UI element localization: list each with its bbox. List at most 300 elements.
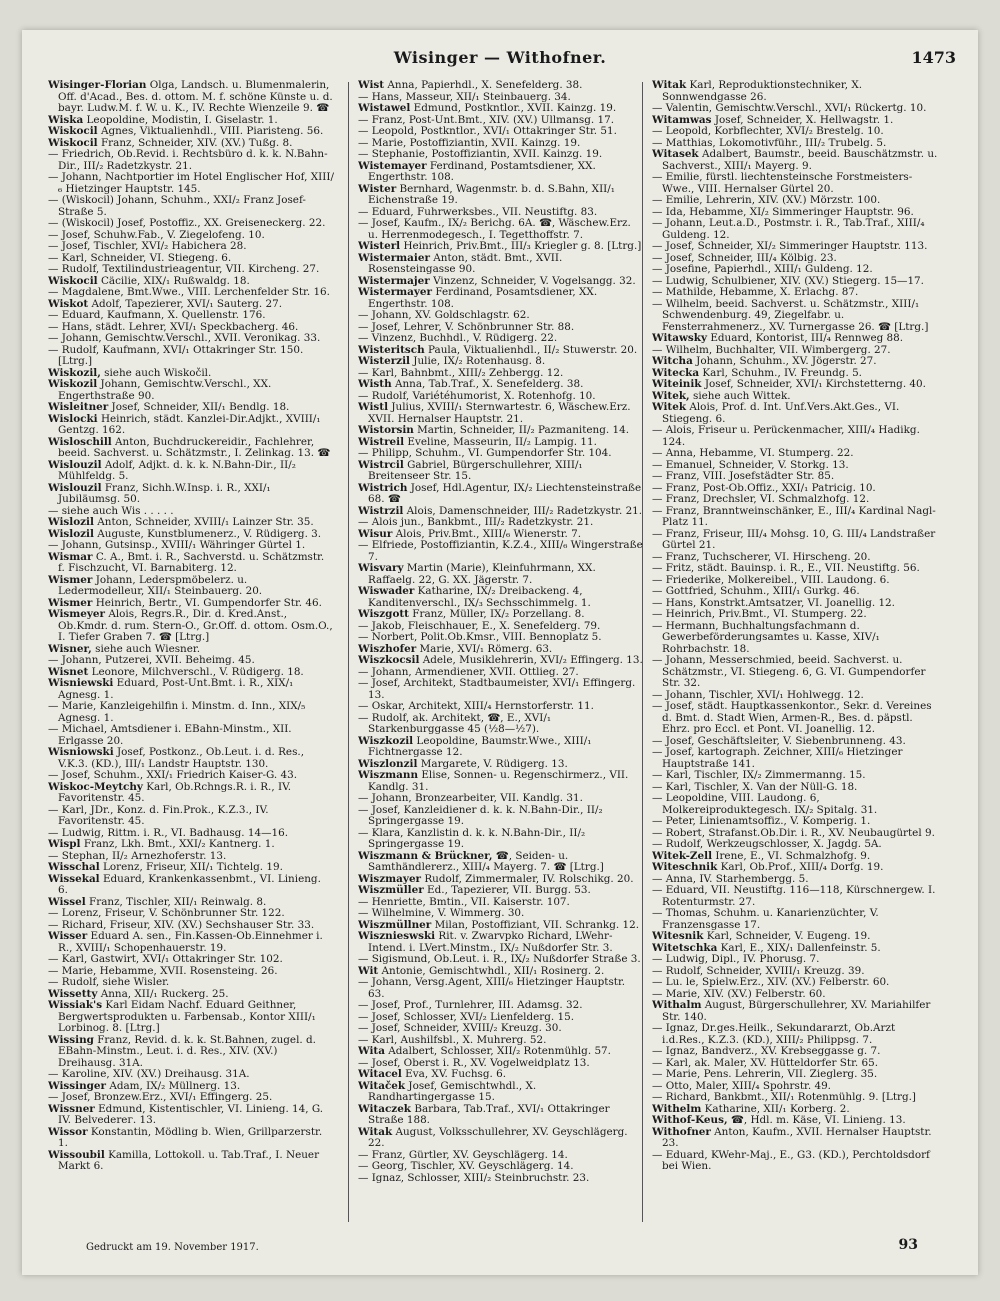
directory-entry xyxy=(48,1127,334,1150)
directory-entry xyxy=(48,172,334,195)
entry-surname: Withofner xyxy=(652,1125,711,1138)
directory-entry xyxy=(48,747,334,770)
entry-details: — Karl, Aushilfsbl., X. Muhrerg. 52. xyxy=(358,1033,547,1046)
entry-details: Milan, Postoffiziant, VII. Schrankg. 12. xyxy=(434,918,640,931)
entry-details: — Magdalene, Bmt.Wwe., VIII. Lerchenfelder Str. 16. xyxy=(48,286,330,298)
entry-details: — Lu. le, Spielw.Erz., XIV. (XV.) Felberstr. 60. xyxy=(652,976,890,988)
entry-details: Eduard A. sen., Fin.Kassen-Ob.Einnehmer i. R., XVIII/₁ Schopenhauerstr. 19. xyxy=(58,930,323,954)
entry-details: — Johann, Nachtportier im Hotel Englischer Hof, XIII/₆ Hietzinger Hauptstr. 145. xyxy=(48,171,334,195)
entry-details: — Rudolf, Schneider, XVIII/₁ Kreuzg. 39. xyxy=(652,964,865,977)
entry-details: — Josef, städt. Hauptkassenkontor., Sekr. d. Vereines d. Bmt. d. Stadt Wien, Armen-R., Bes. d. päpstl. Ehrz. pro Eccl. et Pont. VI. Joanellig. 12. xyxy=(652,700,932,735)
entry-surname: Wislozil xyxy=(48,527,94,540)
entry-details: — Philipp, Schuhm., VI. Gumpendorfer Str. 104. xyxy=(358,447,612,459)
entry-details: — Johann, Tischler, XVI/₁ Hohlwegg. 12. xyxy=(652,688,864,701)
entry-details: — Karl, Tischler, IX/₂ Zimmermanng. 15. xyxy=(652,769,866,781)
entry-details: Josef, Schneider, XVI/₁ Kirchstetterng. 40. xyxy=(704,378,926,390)
entry-details: Eduard, Post-Unt.Bmt. i. R., XIX/₁ Agnesg. 1. xyxy=(58,677,294,701)
directory-entry xyxy=(48,874,334,897)
entry-surname: Wiszmayer xyxy=(358,872,422,885)
entry-details: — Franz, Post-Ob.Offiz., XXI/₁ Patricig. 10. xyxy=(652,481,876,494)
entry-details: — Mathilde, Hebamme, X. Erlachg. 87. xyxy=(652,286,859,298)
entry-details: — Marie, XIV. (XV.) Felberstr. 60. xyxy=(652,987,826,1000)
entry-details: Agnes, Viktualienhdl., VIII. Piaristeng. 56. xyxy=(100,125,324,137)
entry-details: — Richard, Friseur, XIV. (XV.) Sechshauser Str. 33. xyxy=(48,918,315,931)
entry-details: Adam, IX/₂ Müllnerg. 13. xyxy=(109,1079,241,1092)
entry-details: Julius, XVIII/₁ Sternwartestr. 6, Wäschew.Erz. XVII. Hernalser Hauptstr. 21. xyxy=(368,401,631,425)
entry-details: — Elfriede, Postoffiziantin, K.Z.4., XIII/₆ Wingerstraße 7. xyxy=(358,539,643,563)
entry-surname: Witasek xyxy=(652,148,699,160)
entry-details: — Otto, Maler, XIII/₄ Spohrstr. 49. xyxy=(652,1079,831,1092)
entry-surname: Wistawel xyxy=(358,102,411,114)
entry-surname: Wisteritsch xyxy=(358,343,425,356)
entry-surname: Wiskozil, xyxy=(48,366,101,379)
entry-surname: Wistermaier xyxy=(358,251,430,264)
entry-surname: Wistemayer xyxy=(358,159,427,172)
directory-column-1 xyxy=(48,80,334,1215)
entry-details: Josef, Gemischtwhdl., X. Randhartingergasse 15. xyxy=(368,1079,537,1103)
entry-surname: Wissetty xyxy=(48,987,98,1000)
directory-entry xyxy=(652,402,938,425)
entry-details: siehe auch Wiesner. xyxy=(95,642,201,655)
entry-surname: Wita xyxy=(358,1045,385,1057)
entry-details: Konstantin, Mödling b. Wien, Grillparzerstr. 1. xyxy=(58,1125,323,1149)
entry-surname: Wismar xyxy=(48,550,93,563)
entry-surname: Wiskoc-Meytchy xyxy=(48,780,143,793)
directory-entry xyxy=(652,701,938,736)
entry-details: Josef, Schneider, XII/₁ Bendlg. 18. xyxy=(111,401,290,413)
directory-entry xyxy=(652,506,938,529)
entry-details: Vinzenz, Schneider, V. Vogelsangg. 32. xyxy=(433,274,636,287)
directory-entry xyxy=(652,1150,938,1173)
entry-details: siehe auch Wiskočil. xyxy=(104,366,212,379)
entry-surname: Wisinger-Florian xyxy=(48,80,147,91)
entry-details: ☎, Seiden- u. Samthändlererz., XIII/₄ Mayerg. 7. ☎ [Ltrg.] xyxy=(368,849,604,873)
entry-details: Adolf, Tapezierer, XVI/₁ Sauterg. 27. xyxy=(91,297,283,310)
entry-details: Marie, XVI/₁ Römerg. 63. xyxy=(419,642,553,655)
directory-entry xyxy=(358,977,644,1000)
entry-surname: Wisniewski xyxy=(48,677,114,689)
entry-surname: Wiskocil xyxy=(48,274,98,287)
entry-details: August, Bürgerschullehrer, XV. Mariahilfer Str. 140. xyxy=(662,999,931,1023)
entry-details: — Karl, JDr., Konz. d. Fin.Prok., K.Z.3., IV. Favoritenstr. 45. xyxy=(48,803,269,827)
directory-entry xyxy=(358,184,644,207)
entry-details: — Rudolf, Werkzeugschlosser, X. Jagdg. 5A. xyxy=(652,838,882,850)
entry-details: — Rudolf, Variétéhumorist, X. Rotenhofg. 10. xyxy=(358,389,596,402)
entry-details: Leonore, Milchverschl., V. Rüdigerg. 18. xyxy=(91,665,304,678)
entry-surname: Wistermayer xyxy=(358,286,433,298)
entry-surname: Wispl xyxy=(48,838,81,850)
entry-surname: Wislozil xyxy=(48,516,94,528)
entry-details: — Friederike, Molkereibel., VIII. Laudong. 6. xyxy=(652,573,890,586)
entry-details: — Hermann, Buchhaltungsfachmann d. Gewerbeförderungsamtes u. Kasse, XIV/₁ Rohrbachstr. 18. xyxy=(652,619,880,655)
entry-details: Julie, IX/₂ Rotenhausg. 8. xyxy=(413,355,546,367)
entry-details: — Valentin, Gemischtw.Verschl., XVI/₁ Rückertg. 10. xyxy=(652,102,927,114)
entry-surname: Wiszmann xyxy=(358,769,419,781)
directory-entry xyxy=(358,931,644,954)
entry-details: — Lorenz, Friseur, V. Schönbrunner Str. 122. xyxy=(48,907,285,919)
entry-details: — Eduard, VII. Neustiftg. 116—118, Kürschnergew. I. Rotenturmstr. 27. xyxy=(652,884,936,908)
entry-details: — Johann, Armendiener, XVII. Ottlieg. 27. xyxy=(358,665,579,678)
entry-details: August, Volksschullehrer, XV. Geyschlägerg. 22. xyxy=(368,1125,628,1149)
entry-details: Franz, Lkh. Bmt., XXI/₂ Kantnerg. 1. xyxy=(83,838,275,850)
directory-column-2 xyxy=(358,80,644,1215)
entry-surname: Withelm xyxy=(652,1102,702,1115)
entry-surname: Wistl xyxy=(358,401,389,413)
entry-details: — Thomas, Schuhm. u. Kanarienzüchter, V. Franzensgasse 17. xyxy=(652,907,879,931)
entry-details: Johann, Lederspmöbelerz. u. Ledermodelleur, XII/₁ Steinbauerg. 20. xyxy=(58,573,263,597)
entry-details: — Anna, IV. Starhembergg. 5. xyxy=(652,872,809,885)
directory-entry xyxy=(358,483,644,506)
entry-details: — Friedrich, Ob.Revid. i. Rechtsbüro d. k. k. N.Bahn-Dir., III/₂ Radetzkystr. 21. xyxy=(48,148,328,172)
entry-surname: Wisznieswski xyxy=(358,930,436,942)
entry-details: — Josef, Prof., Turnlehrer, III. Adamsg. 32. xyxy=(358,999,583,1011)
entry-details: — Matthias, Lokomotivführ., III/₂ Trubelg. 5. xyxy=(652,136,887,149)
entry-details: Anna, Papierhdl., X. Senefelderg. 38. xyxy=(387,80,583,91)
directory-entry xyxy=(48,931,334,954)
entry-details: — Hans, städt. Lehrer, XVI/₁ Speckbacherg. 46. xyxy=(48,320,299,333)
entry-details: — Ida, Hebamme, XI/₂ Simmeringer Hauptstr. 96. xyxy=(652,205,914,218)
entry-details: — Georg, Tischler, XV. Geyschlägerg. 14. xyxy=(358,1160,574,1172)
entry-details: Adolf, Adjkt. d. k. k. N.Bahn-Dir., II/₂ Mühlfeldg. 5. xyxy=(58,458,296,482)
directory-entry xyxy=(358,1173,644,1185)
entry-details: Anna, XII/₁ Ruckerg. 25. xyxy=(100,987,229,1000)
entry-details: — Marie, Kanzleigehilfin i. Minstm. d. Inn., XIX/₅ Agnesg. 1. xyxy=(48,700,306,724)
entry-details: Karl Eidam Nachf. Eduard Geithner, Bergwertsprodukten u. Farbensab., Kontor XIII/₁ Lorbinog. 8. [Ltrg.] xyxy=(58,999,316,1034)
entry-details: — Alois jun., Bankbmt., III/₂ Radetzkystr. 21. xyxy=(358,516,594,528)
entry-surname: Wisnet xyxy=(48,665,89,678)
entry-details: Alois, Priv.Bmt., XIII/₆ Wienerstr. 7. xyxy=(395,527,582,540)
entry-details: Martin (Marie), Kleinfuhrmann, XX. Raffaelg. 22, G. XX. Jägerstr. 7. xyxy=(368,562,596,586)
directory-entry xyxy=(358,678,644,701)
directory-entry xyxy=(358,1127,644,1150)
entry-details: — (Wiskocil) Josef, Postoffiz., XX. Greiseneckerg. 22. xyxy=(48,217,326,229)
entry-details: Barbara, Tab.Traf., XVI/₁ Ottakringer Straße 188. xyxy=(368,1102,610,1126)
entry-details: — Karl, Gastwirt, XVI/₁ Ottakringer Str. 102. xyxy=(48,953,283,965)
entry-details: Rit. v. Zwarvpko Richard, LWehr-Intend. i. LVert.Minstm., IX/₂ Nußdorfer Str. 3. xyxy=(368,930,613,954)
entry-details: — Rudolf, siehe Wisler. xyxy=(48,976,170,988)
entry-surname: Wislouzil xyxy=(48,481,102,494)
directory-entry xyxy=(358,851,644,874)
entry-details: Alois, Prof. d. Int. Unf.Vers.Akt.Ges., VI. Stiegeng. 6. xyxy=(662,401,900,425)
entry-surname: Witak xyxy=(652,80,687,91)
entry-details: — Emilie, Lehrerin, XIV. (XV.) Mörzstr. 100. xyxy=(652,194,881,206)
print-date-note: Gedruckt am 19. November 1917. xyxy=(86,1242,259,1253)
directory-entry xyxy=(358,287,644,310)
entry-details: Edmund, Postkntlor., XVII. Kainzg. 19. xyxy=(413,102,617,114)
entry-surname: Wiska xyxy=(48,113,84,126)
entry-details: Anton, städt. Bmt., XVII. Rosensteingasse 90. xyxy=(368,251,563,275)
entry-details: — Ignaz, Schlosser, XIII/₂ Steinbruchstr. 23. xyxy=(358,1171,590,1184)
entry-surname: Wissner xyxy=(48,1102,95,1115)
entry-surname: Witcha xyxy=(652,355,693,367)
entry-details: C. A., Bmt. i. R., Sachverstd. u. Schätzmstr. f. Fischzucht, VI. Barnabiterg. 12. xyxy=(58,550,325,574)
entry-details: Franz, Müller, IX/₂ Porzellang. 8. xyxy=(412,608,585,620)
directory-entry xyxy=(652,80,938,103)
entry-surname: Wissing xyxy=(48,1033,94,1046)
entry-surname: Wisvary xyxy=(358,562,404,574)
entry-details: Franz, Revid. d. k. k. St.Bahnen, zugel. d. EBahn-Minstm., Leut. i. d. Res., XIV. (XV.) Dreihausg. 31A. xyxy=(58,1033,316,1069)
entry-details: — Josef, Oberst i. R., XV. Vogelweidplatz 13. xyxy=(358,1056,590,1069)
entry-details: — Ignaz, Dr.ges.Heilk., Sekundararzt, Ob.Arzt i.d.Res., K.Z.3. (KD.), XIII/₂ Philippsg. 7. xyxy=(652,1022,896,1046)
entry-surname: Wiszmann & Brückner, xyxy=(358,849,493,862)
entry-surname: Witecka xyxy=(652,366,700,379)
entry-details: Katharine, IX/₂ Dreibackeng. 4, Kanditenverschl., IX/₃ Sechsschimmelg. 1. xyxy=(368,585,591,609)
entry-details: Ed., Tapezierer, VII. Burgg. 53. xyxy=(427,884,591,896)
entry-surname: Witamwas xyxy=(652,113,712,126)
entry-surname: Wisterl xyxy=(358,240,401,252)
directory-entry xyxy=(358,805,644,828)
directory-entry xyxy=(652,1023,938,1046)
entry-details: — Peter, Linienamtsoffiz., V. Komperig. 1. xyxy=(652,815,871,827)
entry-details: Elise, Sonnen- u. Regenschirmerz., VII. Kandlg. 31. xyxy=(368,769,629,793)
directory-entry xyxy=(358,563,644,586)
entry-surname: Wiskozil xyxy=(48,378,98,390)
directory-entry xyxy=(48,345,334,368)
directory-entry xyxy=(48,552,334,575)
entry-details: — Karoline, XIV. (XV.) Dreihausg. 31A. xyxy=(48,1068,250,1080)
entry-details: Alois, Damenschneider, III/₂ Radetzkystr. 21. xyxy=(406,504,643,517)
entry-details: — Franz, VIII. Josefstädter Str. 85. xyxy=(652,470,835,482)
entry-details: — Karl, Tischler, X. Van der Nüll-G. 18. xyxy=(652,780,858,793)
entry-surname: Wisloschill xyxy=(48,435,112,448)
entry-surname: Wisur xyxy=(358,527,393,540)
entry-surname: Wislocki xyxy=(48,412,98,425)
directory-entry xyxy=(652,1000,938,1023)
entry-surname: Wiskocil xyxy=(48,125,98,137)
entry-details: Karl, Ob.Prof., XIII/₄ Dorfg. 19. xyxy=(720,861,884,873)
entry-surname: Withof-Keus, xyxy=(652,1114,728,1126)
entry-details: Eduard, Krankenkassenbmt., VI. Linieng. 6. xyxy=(58,872,321,896)
directory-entry xyxy=(358,713,644,736)
entry-details: — Rudolf, ak. Architekt, ☎, E., XVI/₁ Starkenburggasse 45 (½8—½7). xyxy=(358,711,552,735)
entry-surname: Wiszgott xyxy=(358,608,409,620)
entry-details: Josef, Postkonz., Ob.Leut. i. d. Res., V.K.3. (KD.), III/₁ Landstr Hauptstr. 130. xyxy=(58,746,305,770)
entry-surname: Wit xyxy=(358,964,379,977)
entry-surname: Wiswader xyxy=(358,585,415,597)
entry-details: — Marie, Pens. Lehrerin, VII. Zieglerg. 35. xyxy=(652,1068,878,1080)
entry-surname: Witawsky xyxy=(652,332,707,344)
entry-details: — Wilhelm, beeid. Sachverst. u. Schätzmstr., XIII/₁ Schwendenburg. 49, Ziegelfabr. u. Fensterrahmenerz., XV. Turnergasse 26. ☎ [Ltrg.] xyxy=(652,297,929,333)
entry-surname: Wissiak's xyxy=(48,999,103,1011)
entry-surname: Wiszmüllner xyxy=(358,918,432,931)
entry-details: — Josef, Geschäftsleiter, V. Siebenbrunneng. 43. xyxy=(652,734,906,747)
entry-surname: Wistorsin xyxy=(358,424,414,436)
entry-surname: Wissoubil xyxy=(48,1148,105,1161)
entry-details: Edmund, Kistentischler, VI. Linieng. 14, G. IV. Belvederег. 13. xyxy=(58,1102,324,1126)
directory-entry xyxy=(358,540,644,563)
entry-details: Eveline, Masseurin, II/₂ Lampig. 11. xyxy=(407,435,597,448)
entry-surname: Witaczek xyxy=(358,1102,412,1115)
entry-surname: Wismer xyxy=(48,596,93,609)
directory-entry xyxy=(48,1000,334,1035)
entry-details: — Anna, Hebamme, VI. Stumperg. 22. xyxy=(652,447,854,459)
entry-details: Heinrich, städt. Kanzlei-Dir.Adjkt., XVIII/₁ Gentzg. 162. xyxy=(58,412,321,436)
entry-surname: Wistrich xyxy=(358,481,408,494)
entry-details: Paula, Viktualienhdl., II/₂ Stuwerstr. 20. xyxy=(427,343,638,356)
entry-details: — Karl, Bahnbmt., XIII/₂ Zehbergg. 12. xyxy=(358,366,564,379)
entry-details: Leopoldine, Modistin, I. Giselastr. 1. xyxy=(86,113,278,126)
column-divider xyxy=(348,82,349,1222)
entry-surname: Witetschka xyxy=(652,941,718,954)
entry-surname: Wissekal xyxy=(48,872,100,885)
directory-entry xyxy=(48,149,334,172)
entry-details: Auguste, Kunstblumenerz., V. Rüdigerg. 3. xyxy=(97,527,322,540)
entry-surname: Wissinger xyxy=(48,1079,106,1092)
directory-entry xyxy=(652,747,938,770)
entry-details: — Josefine, Papierhdl., XIII/₁ Guldeng. 12. xyxy=(652,263,873,275)
directory-entry xyxy=(358,161,644,184)
entry-details: — Josef, kartograph. Zeichner, XIII/₆ Hietzinger Hauptstraße 141. xyxy=(652,746,903,770)
entry-details: — Johann, Putzerei, XVII. Beheimg. 45. xyxy=(48,654,255,666)
entry-details: siehe auch Wittek. xyxy=(692,389,791,402)
entry-details: — Josef, Kanzleidiener d. k. k. N.Bahn-Dir., II/₂ Springergasse 19. xyxy=(358,803,603,827)
entry-details: — Rudolf, Kaufmann, XVI/₁ Ottakringer Str. 150. [Ltrg.] xyxy=(48,343,304,367)
entry-details: — Henriette, Bmtin., VII. Kaiserstr. 107. xyxy=(358,895,570,908)
page-title: Wisinger — Withofner. xyxy=(393,48,607,67)
entry-details: — Franz, Post-Unt.Bmt., XIV. (XV.) Ullmansg. 17. xyxy=(358,113,615,126)
entry-details: Eva, XV. Fuchsg. 6. xyxy=(405,1068,507,1080)
entry-details: — Emanuel, Schneider, V. Storkg. 13. xyxy=(652,458,849,471)
entry-details: — Franz, Friseur, III/₄ Mohsg. 10, G. III/₄ Landstraßer Gürtel 21. xyxy=(652,527,936,551)
entry-details: — Josef, Schuhm., XXI/₁ Friedrich Kaiser-G. 43. xyxy=(48,769,298,781)
entry-details: — Leopoldine, VIII. Laudong. 6, Molkereiproduktegesch. IX/₂ Spitalg. 31. xyxy=(652,792,878,816)
entry-surname: Wiszkocsil xyxy=(358,654,420,666)
entry-details: — Josef, Schneider, XI/₂ Simmeringer Hauptstr. 113. xyxy=(652,240,928,252)
entry-details: — siehe auch Wis . . . . . xyxy=(48,504,174,517)
entry-details: — Josef, Architekt, Stadtbaumeister, XVI/₁ Effingerg. 13. xyxy=(358,677,636,701)
entry-surname: Witak xyxy=(358,1125,393,1138)
entry-details: Antonie, Gemischtwhdl., XII/₁ Rosinerg. 2. xyxy=(381,964,605,977)
entry-surname: Wiszlonzil xyxy=(358,757,418,770)
entry-surname: Wisniowski xyxy=(48,746,114,758)
directory-entry xyxy=(652,655,938,690)
directory-entry xyxy=(48,1104,334,1127)
entry-details: Karl, Schuhm., IV. Freundg. 5. xyxy=(702,366,862,379)
entry-details: Adalbert, Schlosser, XII/₂ Rotenmühlg. 57. xyxy=(388,1045,611,1057)
entry-surname: Witeinik xyxy=(652,378,702,390)
entry-surname: Wisner, xyxy=(48,642,92,655)
entry-surname: Wistrcil xyxy=(358,458,404,471)
entry-details: — Oskar, Architekt, XIII/₄ Hernstorferstr. 11. xyxy=(358,700,594,712)
entry-details: Heinrich, Bertr., VI. Gumpendorfer Str. 46. xyxy=(95,596,322,609)
entry-details: Johann, Gemischtw.Verschl., XX. Engerthstraße 90. xyxy=(58,378,272,402)
entry-surname: Wiskot xyxy=(48,297,89,310)
entry-details: — Ludwig, Schulbiener, XIV. (XV.) Stiegerg. 15—17. xyxy=(652,274,924,287)
directory-entry xyxy=(358,1081,644,1104)
directory-entry xyxy=(48,483,334,506)
directory-entry xyxy=(358,1104,644,1127)
directory-entry xyxy=(652,149,938,172)
entry-details: — Franz, Drechsler, VI. Schmalzhofg. 12. xyxy=(652,493,870,505)
entry-details: Josef, Hdl.Agentur, IX/₂ Liechtensteinstraße 68. ☎ xyxy=(368,481,642,505)
entry-details: — Karl, ak. Maler, XV. Hütteldorfer Str. 65. xyxy=(652,1056,879,1069)
entry-details: — Richard, Bankbmt., XII/₁ Rotenmühlg. 9. [Ltrg.] xyxy=(652,1091,916,1103)
entry-surname: Witeschnik xyxy=(652,861,718,873)
entry-surname: Witek, xyxy=(652,389,690,402)
directory-entry xyxy=(652,1127,938,1150)
directory-column-3 xyxy=(652,80,938,1215)
directory-entry xyxy=(652,218,938,241)
entry-details: Ferdinand, Postamtsdiener, XX. Engerthstr. 108. xyxy=(368,159,596,183)
entry-details: — Fritz, städt. Bauinsp. i. R., E., VII. Neustiftg. 56. xyxy=(652,562,920,574)
directory-entry xyxy=(48,1035,334,1070)
entry-details: Cäcilie, XIX/₁ Rußwaldg. 18. xyxy=(100,274,250,287)
entry-details: Karl, Reproduktionstechniker, X. Sonnwendgasse 26. xyxy=(662,80,863,103)
entry-details: — Gottfried, Schuhm., XIII/₁ Gurkg. 46. xyxy=(652,585,860,597)
directory-entry xyxy=(48,724,334,747)
directory-entry xyxy=(48,805,334,828)
entry-surname: Wistrzil xyxy=(358,504,404,517)
entry-details: — Josef, Bronzew.Erz., XVI/₁ Effingerg. 25. xyxy=(48,1091,273,1103)
directory-entry xyxy=(358,828,644,851)
directory-entry xyxy=(358,770,644,793)
entry-surname: Wisth xyxy=(358,378,392,390)
entry-details: Kamilla, Lottokoll. u. Tab.Traf., I. Neuer Markt 6. xyxy=(58,1148,320,1172)
entry-surname: Wisser xyxy=(48,930,88,942)
directory-entry xyxy=(652,793,938,816)
directory-entry xyxy=(358,218,644,241)
entry-details: — Josef, Lehrer, V. Schönbrunner Str. 88. xyxy=(358,320,575,333)
entry-details: Anton, Buchdruckereidir., Fachlehrer, beeid. Sachverst. u. Schätzmstr., I. Zelinkag. 13. ☎ xyxy=(58,435,331,459)
entry-details: — Josef, Tischler, XVI/₂ Habichera 28. xyxy=(48,240,247,252)
entry-details: — Wilhelmine, V. Wimmerg. 30. xyxy=(358,907,525,919)
entry-details: Alois, Regrs.R., Dir. d. Kred.Anst., Ob.Kmdr. d. rum. Stern-O., Gr.Off. d. ottom. Osm.O., I. Tiefer Graben 7. ☎ [Ltrg.] xyxy=(58,608,333,643)
entry-details: Anton, Kaufm., XVII. Hernalser Hauptstr. 23. xyxy=(662,1125,932,1149)
entry-details: — Eduard, Kaufmann, X. Quellenstr. 176. xyxy=(48,309,266,321)
directory-entry xyxy=(48,379,334,402)
entry-details: — Franz, Tuchscherer, VI. Hirscheng. 20. xyxy=(652,550,871,563)
entry-details: — Stephanie, Postoffiziantin, XVII. Kainzg. 19. xyxy=(358,148,603,160)
entry-details: Ferdinand, Posamtsdiener, XX. Engerthstr. 108. xyxy=(368,286,598,310)
entry-details: — Klara, Kanzlistin d. k. k. N.Bahn-Dir., II/₂ Springergasse 19. xyxy=(358,826,586,850)
entry-surname: Witek xyxy=(652,401,687,413)
page-number: 1473 xyxy=(911,48,956,67)
directory-entry xyxy=(652,621,938,656)
entry-surname: Wist xyxy=(358,80,385,91)
directory-entry xyxy=(652,908,938,931)
directory-entry xyxy=(48,575,334,598)
entry-details: Lorenz, Friseur, XII/₁ Tichtelg. 19. xyxy=(103,861,283,873)
entry-details: — Josef, Schneider, XVIII/₂ Kreuzg. 30. xyxy=(358,1022,562,1034)
entry-details: Karl, Schneider, V. Eugeng. 19. xyxy=(706,930,871,942)
entry-surname: Wistermajer xyxy=(358,274,430,287)
entry-surname: Wissor xyxy=(48,1125,88,1138)
entry-details: — Josef, Schneider, III/₄ Kölbig. 23. xyxy=(652,251,837,264)
entry-details: — Michael, Amtsdiener i. EBahn-Minstm., XII. Erlgasse 20. xyxy=(48,723,292,747)
directory-entry xyxy=(652,529,938,552)
entry-details: — Franz, Gürtler, XV. Geyschlägerg. 14. xyxy=(358,1148,568,1161)
entry-details: Leopoldine, Baumstr.Wwe., XIII/₁ Fichtnergasse 12. xyxy=(368,734,592,758)
entry-details: — Johann, Versg.Agent, XIII/₆ Hietzinger Hauptstr. 63. xyxy=(358,976,626,1000)
entry-details: — Hans, Masseur, XII/₁ Steinbauerg. 34. xyxy=(358,90,571,103)
entry-details: Josef, Schneider, X. Hellwagstr. 1. xyxy=(714,113,894,126)
directory-entry xyxy=(652,885,938,908)
directory-entry xyxy=(358,586,644,609)
entry-surname: Wiszkozil xyxy=(358,734,414,747)
entry-details: Martin, Schneider, II/₂ Pazmaniteng. 14. xyxy=(417,424,630,436)
directory-entry xyxy=(652,425,938,448)
entry-details: Karl, Ob.Rchngs.R. i. R., IV. Favoritenstr. 45. xyxy=(58,780,292,804)
entry-details: Adalbert, Baumstr., beeid. Bauschätzmstr. u. Sachverst., XIII/₁ Mayerg. 9. xyxy=(662,148,938,172)
entry-details: Franz, Schneider, XIV. (XV.) Tußg. 8. xyxy=(100,136,293,149)
entry-details: Anton, Schneider, XVIII/₁ Lainzer Str. 35. xyxy=(97,516,314,528)
entry-details: — Johann, Leut.a.D., Postmstr. i. R., Tab.Traf., XIII/₄ Guldeng. 12. xyxy=(652,217,925,241)
entry-details: Rudolf, Zimmermaler, IV. Rolschikg. 20. xyxy=(424,872,634,885)
entry-details: — Leopold, Korbflechter, XVI/₂ Brestelg. 10. xyxy=(652,125,884,137)
entry-details: ☎, Hdl. m. Käse, VI. Linieng. 13. xyxy=(730,1114,906,1126)
entry-details: Johann, Schuhm., XV. Jögerstr. 27. xyxy=(696,355,877,367)
entry-details: — Marie, Hebamme, XVII. Rosensteing. 26. xyxy=(48,964,278,977)
